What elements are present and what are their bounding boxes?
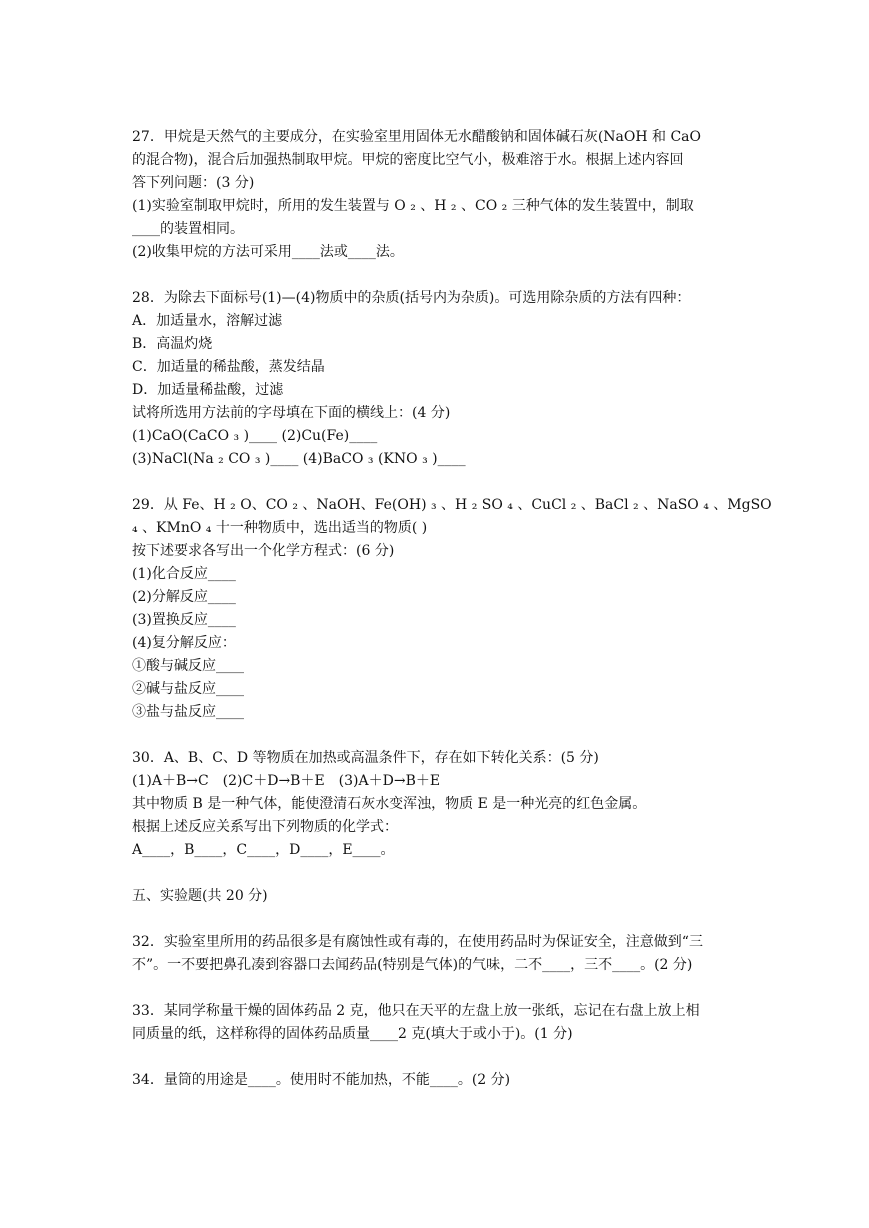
question-34 (132, 1069, 742, 1092)
q33-line-1: 33．某同学称量干燥的固体药品 2 克，他只在天平的左盘上放一张纸，忘记在右盘上放上相 (132, 1003, 700, 1019)
spacer (132, 908, 742, 931)
q27-line-5: ____的装置相同。 (132, 221, 244, 237)
q27-line-6: (2)收集甲烷的方法可采用____法或____法。 (132, 244, 404, 260)
q29-salt-salt: ③盐与盐反应____ (132, 704, 244, 720)
q28-line-1: 28．为除去下面标号(1)—(4)物质中的杂质(括号内为杂质)。可选用除杂质的方法有四种： (132, 290, 691, 306)
question-27 (132, 126, 742, 264)
spacer (132, 264, 742, 287)
q30-line-1: 30．A、B、C、D 等物质在加热或高温条件下，存在如下转化关系：(5 分) (132, 750, 599, 766)
q27-line-2: 的混合物)，混合后加强热制取甲烷。甲烷的密度比空气小，极难溶于水。根据上述内容回 (132, 152, 684, 168)
q27-line-4: (1)实验室制取甲烷时，所用的发生装置与 O ₂ 、H ₂ 、CO ₂ 三种气体的发生装置中，制取 (132, 198, 694, 214)
q29-double-decomposition: (4)复分解反应： (132, 635, 236, 651)
q32-line-2: 不”。一不要把鼻孔凑到容器口去闻药品(特别是气体)的气味，二不____，三不____。(2 分) (132, 957, 693, 973)
q34-line-1: 34．量筒的用途是____。使用时不能加热，不能____。(2 分) (132, 1072, 511, 1088)
q29-line-1: 29．从 Fe、H ₂ O、CO ₂ 、NaOH、Fe(OH) ₃ 、H ₂ SO ₄ 、CuCl ₂ 、BaCl ₂ 、NaSO ₄ 、MgSO (132, 497, 772, 513)
q28-option-b: B．高温灼烧 (132, 336, 213, 352)
spacer (132, 862, 742, 885)
q29-base-salt: ②碱与盐反应____ (132, 681, 244, 697)
q28-items-3-4: (3)NaCl(Na ₂ CO ₃ )____ (4)BaCO ₃ (KNO ₃ )____ (132, 451, 466, 467)
question-29 (132, 494, 772, 724)
q30-answers: A____，B____，C____，D____，E____。 (132, 842, 395, 858)
q29-combination: (1)化合反应____ (132, 566, 236, 582)
q30-reactions: (1)A＋B→C (2)C＋D→B＋E (3)A＋D→B＋E (132, 773, 441, 789)
q28-items-1-2: (1)CaO(CaCO ₃ )____ (2)Cu(Fe)____ (132, 428, 378, 444)
question-33 (132, 1000, 742, 1046)
section-title: 五、实验题(共 20 分) (132, 888, 268, 904)
spacer (132, 724, 742, 747)
q28-instruction: 试将所选用方法前的字母填在下面的横线上：(4 分) (132, 405, 451, 421)
question-32 (132, 931, 742, 977)
q29-line-2: ₄ 、KMnO ₄ 十一种物质中，选出适当的物质( ) (132, 520, 428, 536)
q28-option-a: A．加适量水，溶解过滤 (132, 313, 283, 329)
q29-acid-base: ①酸与碱反应____ (132, 658, 244, 674)
question-30 (132, 747, 742, 862)
spacer (132, 977, 742, 1000)
document-page (132, 126, 772, 1092)
spacer (132, 471, 742, 494)
q30-line-3: 其中物质 B 是一种气体，能使澄清石灰水变浑浊，物质 E 是一种光亮的红色金属。 (132, 796, 647, 812)
q28-option-d: D．加适量稀盐酸，过滤 (132, 382, 284, 398)
q27-line-3: 答下列问题：(3 分) (132, 175, 255, 191)
q29-line-3: 按下述要求各写出一个化学方程式：(6 分) (132, 543, 395, 559)
q28-option-c: C．加适量的稀盐酸，蒸发结晶 (132, 359, 325, 375)
q29-decomposition: (2)分解反应____ (132, 589, 236, 605)
q29-displacement: (3)置换反应____ (132, 612, 236, 628)
q27-line-1: 27．甲烷是天然气的主要成分，在实验室里用固体无水醋酸钠和固体碱石灰(NaOH 和 CaO (132, 129, 701, 145)
question-28 (132, 287, 742, 471)
q30-line-4: 根据上述反应关系写出下列物质的化学式： (132, 819, 398, 835)
q32-line-1: 32．实验室里所用的药品很多是有腐蚀性或有毒的，在使用药品时为保证安全，注意做到“三 (132, 934, 703, 950)
spacer (132, 1046, 742, 1069)
q33-line-2: 同质量的纸，这样称得的固体药品质量____2 克(填大于或小于)。(1 分) (132, 1026, 573, 1042)
